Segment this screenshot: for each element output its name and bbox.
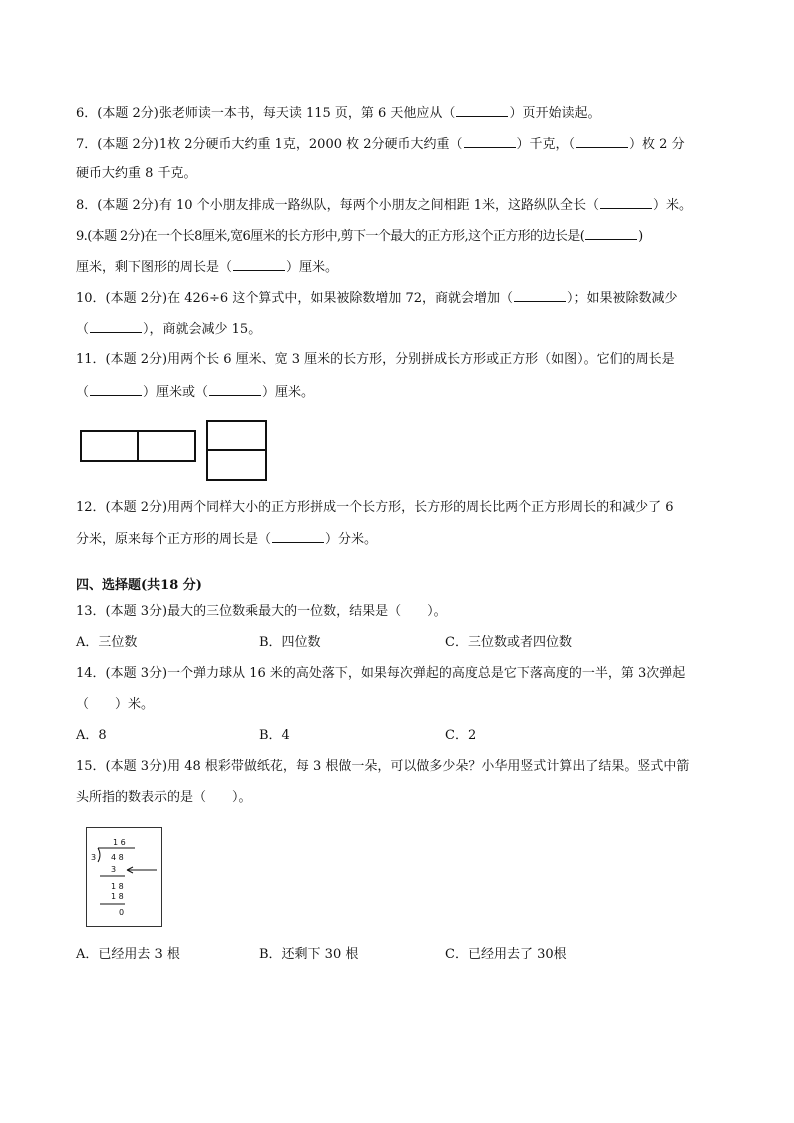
ld-dividend: 4 8 — [111, 853, 124, 862]
arrow-icon — [123, 865, 159, 875]
q8-text-end: ）米。 — [653, 198, 693, 213]
question-6 — [76, 104, 600, 123]
q9-text-line2: 厘米，剩下图形的周长是（ — [76, 260, 233, 275]
question-11-line2 — [76, 383, 314, 402]
q11-text-line2: （ — [76, 385, 90, 400]
answer-blank[interactable] — [90, 383, 142, 396]
question-14-line1: 14．(本题 3分)一个弹力球从 16 米的高处落下，如果每次弹起的高度总是它下落高度的一半，第 3次弹起 — [76, 666, 686, 681]
question-14-line2: （ ）米。 — [76, 697, 155, 712]
option-c[interactable]: C．2 — [445, 728, 477, 743]
option-c[interactable]: C．三位数或者四位数 — [445, 635, 572, 650]
question-8 — [76, 196, 692, 215]
answer-blank[interactable] — [576, 135, 628, 148]
q11-text: 11．(本题 2分)用两个长 6 厘米、宽 3 厘米的长方形，分别拼成长方形或正方形（如图）。它们的周长是 — [76, 352, 675, 367]
ld-quotient: 1 6 — [113, 838, 126, 847]
answer-blank[interactable] — [90, 320, 142, 333]
question-9-line2 — [76, 258, 338, 277]
answer-blank[interactable] — [514, 289, 566, 302]
q11-text-line2-end: ）厘米。 — [262, 385, 315, 400]
answer-blank[interactable] — [600, 196, 652, 209]
question-9-line1 — [76, 227, 643, 246]
question-12-line2 — [76, 530, 377, 549]
question-15-line1: 15．(本题 3分)用 48 根彩带做纸花，每 3 根做一朵，可以做多少朵？小华用竖式计算出了结果。竖式中箭 — [76, 759, 690, 774]
option-b[interactable]: B．4 — [259, 728, 290, 743]
question-15-line2: 头所指的数表示的是（ ）。 — [76, 790, 252, 805]
long-division-bracket — [87, 828, 163, 928]
question-7-line1 — [76, 135, 685, 154]
q12-text: 12．(本题 2分)用两个同样大小的正方形拼成一个长方形，长方形的周长比两个正方形周长的和减少了 6 — [76, 500, 674, 515]
answer-blank[interactable] — [272, 530, 324, 543]
q7-text-mid: ）千克，（ — [516, 137, 576, 152]
option-a[interactable]: A．已经用去 3 根 — [76, 947, 180, 962]
option-b[interactable]: B．还剩下 30 根 — [259, 947, 359, 962]
answer-blank[interactable] — [209, 383, 261, 396]
q9-text-end: ) — [638, 229, 643, 244]
option-c[interactable]: C．已经用去了 30根 — [445, 947, 567, 962]
q7-text-end: ）枚 2 分 — [629, 137, 685, 152]
option-a[interactable]: A．三位数 — [76, 635, 138, 650]
figure-square-divider — [206, 449, 267, 451]
q11-text-line2-mid: ）厘米或（ — [143, 385, 209, 400]
ld-remainder: 0 — [119, 908, 125, 917]
q12-text-line2: 分米，原来每个正方形的周长是（ — [76, 532, 272, 547]
q7-text-line2: 硬币大约重 8 千克。 — [76, 166, 197, 181]
option-a[interactable]: A．8 — [76, 728, 107, 743]
ld-step3: 1 8 — [111, 892, 124, 901]
answer-blank[interactable] — [456, 104, 508, 117]
ld-divisor: 3 — [91, 853, 97, 862]
question-12-line1 — [76, 499, 674, 517]
answer-blank[interactable] — [464, 135, 516, 148]
section-heading: 四、选择题(共18 分) — [76, 578, 202, 593]
q9-text: 9.(本题 2分)在一个长8厘米,宽6厘米的长方形中,剪下一个最大的正方形,这个正方形的边长是( — [76, 229, 585, 244]
q10-text-line2-end: ），商就会减少 15。 — [143, 322, 262, 337]
question-10-line2 — [76, 320, 261, 339]
q10-text: 10．(本题 2分)在 426÷6 这个算式中，如果被除数增加 72，商就会增加（ — [76, 291, 514, 306]
question-13: 13．(本题 3分)最大的三位数乘最大的一位数，结果是（ ）。 — [76, 604, 447, 619]
answer-blank[interactable] — [233, 258, 285, 271]
q12-text-line2-end: ）分米。 — [325, 532, 378, 547]
question-7-line2 — [76, 165, 197, 183]
figure-long-rectangle-divider — [137, 430, 139, 462]
q6-text: 6．(本题 2分)张老师读一本书，每天读 115 页，第 6 天他应从（ — [76, 106, 456, 121]
answer-blank[interactable] — [585, 227, 637, 240]
question-11-line1 — [76, 351, 675, 369]
ld-step1: 3 — [111, 865, 117, 874]
ld-step2: 1 8 — [111, 882, 124, 891]
q7-text: 7．(本题 2分)1枚 2分硬币大约重 1克，2000 枚 2分硬币大约重（ — [76, 137, 463, 152]
question-10-line1 — [76, 289, 678, 308]
q10-text-end: ）；如果被除数减少 — [567, 291, 678, 306]
q9-text-line2-end: ）厘米。 — [286, 260, 339, 275]
long-division-figure — [86, 827, 162, 927]
q10-text-line2: （ — [76, 322, 90, 337]
option-b[interactable]: B．四位数 — [259, 635, 321, 650]
q6-text-end: ）页开始读起。 — [509, 106, 601, 121]
q8-text: 8．(本题 2分)有 10 个小朋友排成一路纵队，每两个小朋友之间相距 1米，这路纵队全长（ — [76, 198, 600, 213]
